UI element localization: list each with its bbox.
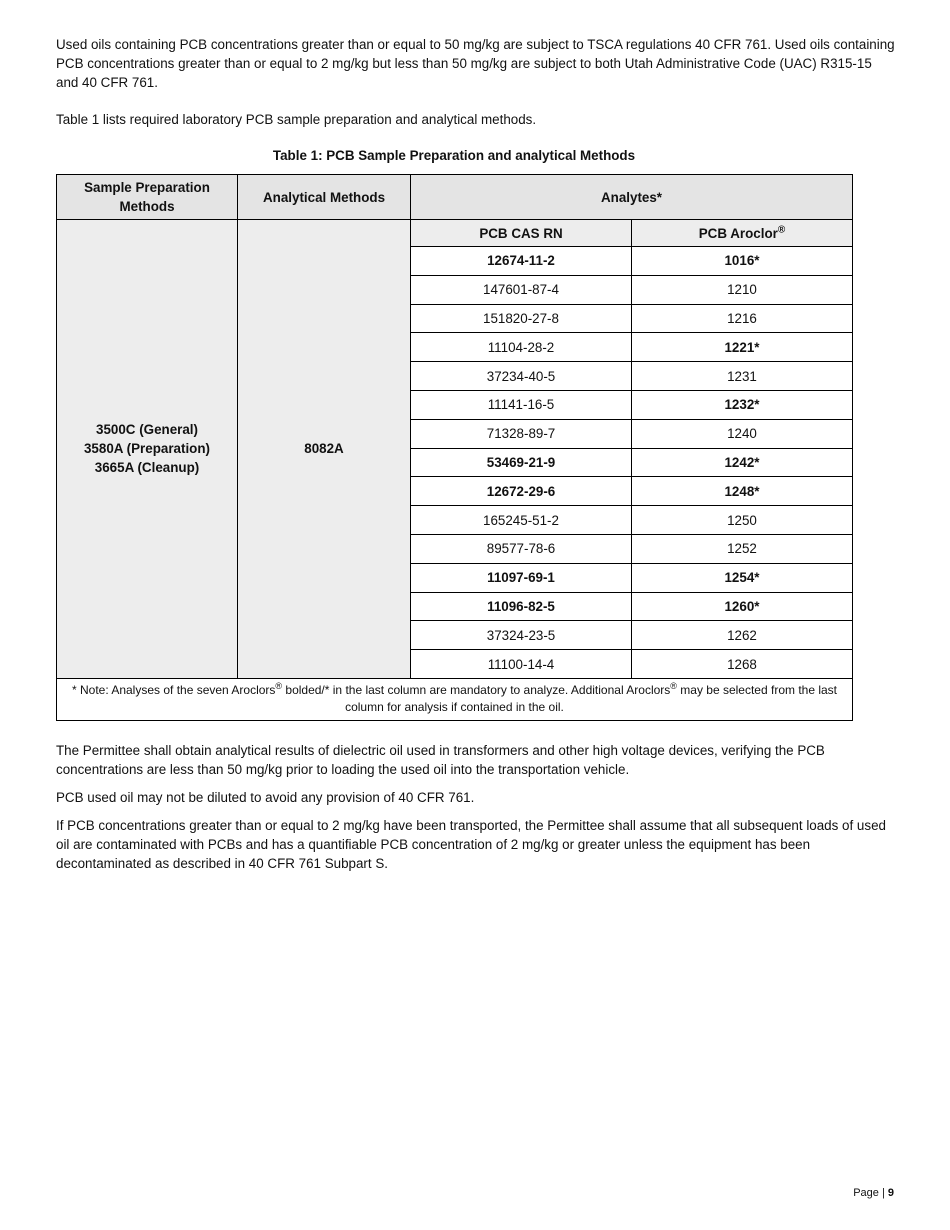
header-prep-methods: Sample Preparation Methods bbox=[57, 175, 238, 220]
pcb-methods-table bbox=[56, 174, 853, 721]
page-separator: | bbox=[878, 1187, 888, 1199]
cas-rn-cell: 53469-21-9 bbox=[411, 448, 632, 477]
prep-methods-cell bbox=[57, 220, 238, 679]
aroclor-cell: 1250 bbox=[632, 506, 853, 535]
intro-paragraph-2: Table 1 lists required laboratory PCB sample preparation and analytical methods. bbox=[56, 112, 537, 127]
page-number: 9 bbox=[887, 1187, 894, 1199]
aroclor-cell: 1232* bbox=[632, 390, 853, 419]
cas-rn-cell: 11100-14-4 bbox=[411, 650, 632, 679]
note-part-3: may be selected from the last column for analysis if contained in the oil. bbox=[345, 683, 838, 715]
page-label: Page bbox=[853, 1187, 879, 1199]
header-cas-rn: PCB CAS RN bbox=[411, 220, 632, 247]
intro-paragraph-1: Used oils containing PCB concentrations greater than or equal to 50 mg/kg are subject to TSCA regulations 40 CFR 761. Used oils containing PCB concentrations greater than or equal to 2 mg/kg but less than 50 mg/kg are subject to both Utah Administrative Code (UAC) R315-15 and 40 CFR 761. bbox=[56, 37, 895, 90]
aroclor-cell: 1231 bbox=[632, 362, 853, 391]
cas-rn-cell: 71328-89-7 bbox=[411, 419, 632, 448]
body-paragraph-1: The Permittee shall obtain analytical results of dielectric oil used in transformers and other high voltage devices, verifying the PCB concentrations are less than 50 mg/kg prior to loading the used oil into the transportation vehicle. bbox=[56, 742, 825, 777]
cas-rn-cell: 37234-40-5 bbox=[411, 362, 632, 391]
aroclor-cell: 1254* bbox=[632, 563, 853, 592]
note-mark-1: ® bbox=[275, 681, 283, 692]
aroclor-cell: 1016* bbox=[632, 247, 853, 276]
aroclor-cell: 1242* bbox=[632, 448, 853, 477]
analytical-method-cell: 8082A bbox=[238, 220, 411, 679]
table-subheader-row bbox=[57, 220, 853, 247]
prep-method-3: 3665A (Cleanup) bbox=[94, 460, 200, 476]
header-aroclor-label: PCB Aroclor bbox=[698, 225, 778, 241]
cas-rn-cell: 165245-51-2 bbox=[411, 506, 632, 535]
aroclor-cell: 1248* bbox=[632, 477, 853, 506]
cas-rn-cell: 37324-23-5 bbox=[411, 621, 632, 650]
body-paragraph-3: If PCB concentrations greater than or equal to 2 mg/kg have been transported, the Permittee shall assume that all subsequent loads of used oil are contaminated with PCBs and has a quantifiable PCB concentration of 2 mg/kg or greater unless the equipment has been decontaminated as described in 40 CFR 761 Subpart S. bbox=[56, 817, 886, 871]
table-header-row bbox=[57, 175, 853, 220]
cas-rn-cell: 12674-11-2 bbox=[411, 247, 632, 276]
aroclor-cell: 1210 bbox=[632, 275, 853, 304]
aroclor-cell: 1221* bbox=[632, 333, 853, 362]
aroclor-cell: 1216 bbox=[632, 304, 853, 333]
cas-rn-cell: 147601-87-4 bbox=[411, 275, 632, 304]
note-mark-2: ® bbox=[670, 681, 677, 692]
cas-rn-cell: 12672-29-6 bbox=[411, 477, 632, 506]
note-part-1: * Note: Analyses of the seven Aroclors bbox=[71, 683, 276, 698]
registered-mark: ® bbox=[777, 224, 786, 236]
aroclor-cell: 1262 bbox=[632, 621, 853, 650]
header-aroclor bbox=[632, 220, 853, 247]
prep-method-1: 3500C (General) bbox=[96, 422, 198, 438]
body-paragraph-2: PCB used oil may not be diluted to avoid any provision of 40 CFR 761. bbox=[56, 789, 475, 805]
aroclor-cell: 1252 bbox=[632, 534, 853, 563]
page-footer bbox=[853, 1184, 894, 1203]
table-note-row bbox=[57, 678, 853, 720]
prep-method-2: 3580A (Preparation) bbox=[83, 441, 210, 457]
header-analytes: Analytes* bbox=[411, 175, 853, 220]
aroclor-cell: 1240 bbox=[632, 419, 853, 448]
table-note bbox=[57, 678, 853, 720]
header-analytical-methods: Analytical Methods bbox=[238, 175, 411, 220]
document-page bbox=[56, 35, 896, 882]
cas-rn-cell: 11097-69-1 bbox=[411, 563, 632, 592]
cas-rn-cell: 89577-78-6 bbox=[411, 534, 632, 563]
body-text bbox=[56, 741, 896, 873]
aroclor-cell: 1260* bbox=[632, 592, 853, 621]
table-caption: Table 1: PCB Sample Preparation and analytical Methods bbox=[272, 148, 636, 163]
cas-rn-cell: 11104-28-2 bbox=[411, 333, 632, 362]
cas-rn-cell: 11141-16-5 bbox=[411, 390, 632, 419]
cas-rn-cell: 11096-82-5 bbox=[411, 592, 632, 621]
note-part-2: bolded/* in the last column are mandatory to analyze. Additional Aroclors bbox=[282, 683, 671, 698]
cas-rn-cell: 151820-27-8 bbox=[411, 304, 632, 333]
aroclor-cell: 1268 bbox=[632, 650, 853, 679]
